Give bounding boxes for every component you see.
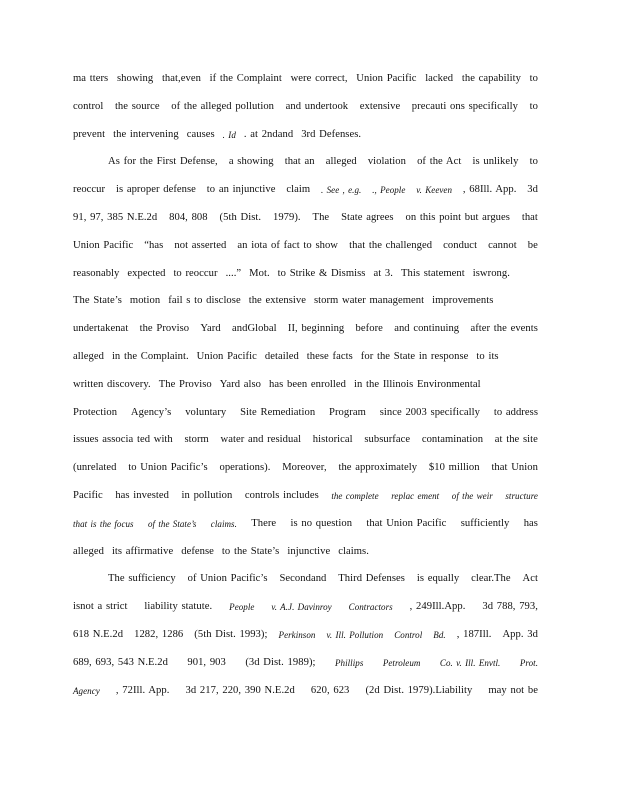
text-segment: reoccur: [73, 184, 106, 196]
italic-text-segment: v. A.J. Davinroy: [271, 602, 332, 613]
text-segment: , 249Ill.App.: [409, 601, 466, 613]
text-segment: reasonably: [73, 267, 120, 279]
text-line: [73, 486, 538, 514]
text-line: [73, 514, 538, 542]
text-segment: since 2003 specifically: [379, 406, 480, 418]
text-segment: 620, 623: [310, 684, 350, 696]
text-segment: were correct,: [290, 73, 348, 84]
italic-text-segment: Phillips: [334, 657, 364, 668]
italic-text-segment: ., People: [372, 185, 406, 196]
text-line: [73, 125, 538, 153]
text-segment: , 187Ill.: [456, 628, 492, 640]
text-segment: sufficiently: [460, 517, 510, 529]
text-segment: injunctive: [287, 545, 331, 557]
text-segment: 618 N.E.2d: [73, 628, 124, 640]
italic-text-segment: that is the focus: [73, 518, 134, 529]
text-segment: (unrelated: [73, 462, 117, 474]
text-segment: conduct: [443, 239, 478, 251]
text-segment: (2d Dist. 1979).Liability: [365, 684, 473, 696]
text-line: [73, 375, 538, 403]
text-segment: not asserted: [174, 239, 227, 251]
text-line: [73, 681, 538, 709]
italic-text-segment: replac ement: [391, 490, 440, 501]
text-segment: the capability: [461, 73, 521, 84]
text-segment: Act: [522, 573, 538, 585]
text-segment: that the challenged: [349, 239, 433, 251]
text-segment: to: [529, 100, 538, 112]
text-segment: Yard: [200, 323, 221, 335]
text-segment: defense: [181, 545, 214, 557]
text-segment: is unlikely: [472, 156, 519, 168]
text-segment: to the State’s: [221, 545, 280, 557]
text-segment: Mot.: [249, 267, 270, 279]
text-segment: be: [527, 239, 538, 251]
text-segment: written discovery.: [73, 378, 151, 390]
text-line: [73, 653, 538, 681]
text-segment: (5th Dist. 1993);: [194, 628, 268, 640]
text-segment: storm water management: [313, 295, 425, 307]
text-segment: 1282, 1286: [134, 628, 184, 640]
text-line: [73, 180, 538, 208]
italic-text-segment: v. Ill. Pollution: [326, 629, 384, 640]
text-segment: may not be: [488, 684, 538, 696]
text-segment: , 72Ill. App.: [115, 684, 170, 696]
text-segment: is no question: [290, 517, 353, 529]
text-segment: isnot a strict: [73, 601, 128, 613]
text-segment: violation: [367, 156, 406, 168]
text-segment: the intervening: [113, 128, 179, 140]
text-segment: 804, 808: [169, 211, 208, 223]
text-segment: storm: [184, 434, 209, 446]
text-segment: (3d Dist. 1989);: [245, 656, 316, 668]
text-segment: to Union Pacific’s: [128, 462, 208, 474]
text-segment: has: [523, 517, 538, 529]
text-segment: Secondand: [279, 573, 327, 585]
text-segment: of Union Pacific’s: [187, 573, 268, 585]
text-line: [73, 69, 538, 97]
text-segment: is aproper defense: [115, 184, 196, 196]
text-segment: at 3.: [373, 267, 393, 279]
italic-text-segment: Prot.: [519, 657, 538, 668]
text-segment: claims.: [338, 545, 369, 557]
text-segment: that Union Pacific: [366, 517, 447, 529]
italic-text-segment: People: [229, 602, 255, 613]
text-line: [73, 625, 538, 653]
italic-text-segment: . See , e.g.: [321, 185, 362, 196]
text-segment: $10 million: [428, 462, 480, 474]
text-segment: alleged: [73, 350, 104, 362]
text-segment: II, beginning: [287, 323, 345, 335]
italic-text-segment: Agency: [73, 685, 100, 696]
text-segment: the extensive: [248, 295, 306, 307]
text-segment: Site Remediation: [240, 406, 316, 418]
text-segment: This statement: [400, 267, 465, 279]
text-segment: The: [312, 211, 330, 223]
text-segment: liability statute.: [144, 601, 213, 613]
text-segment: control: [73, 100, 104, 112]
text-segment: State agrees: [341, 211, 394, 223]
text-segment: Program: [329, 406, 366, 418]
text-line: [73, 264, 538, 292]
text-segment: the source: [114, 100, 160, 112]
text-segment: Pacific: [73, 489, 103, 501]
text-segment: (5th Dist.: [219, 211, 262, 223]
text-segment: lacked: [425, 73, 454, 84]
text-segment: a showing: [228, 156, 274, 168]
text-segment: “has: [144, 239, 164, 251]
text-segment: to: [529, 156, 538, 168]
text-segment: improvements: [432, 295, 494, 307]
text-line: [73, 97, 538, 125]
text-segment: operations).: [219, 462, 271, 474]
text-segment: ....”: [225, 267, 242, 279]
text-segment: has invested: [115, 489, 169, 501]
text-segment: to an injunctive: [206, 184, 276, 196]
text-segment: that an: [284, 156, 315, 168]
italic-text-segment: v. Keeven: [416, 185, 453, 196]
text-line: [73, 152, 538, 180]
text-segment: 3d 217, 220, 390 N.E.2d: [185, 684, 295, 696]
text-segment: Union Pacific: [196, 350, 257, 362]
text-segment: ma tters: [73, 73, 109, 84]
text-segment: voluntary: [185, 406, 227, 418]
text-segment: of the alleged pollution: [171, 100, 275, 112]
text-segment: showing: [116, 73, 154, 84]
text-segment: has been enrolled: [269, 378, 347, 390]
text-segment: that,even: [161, 73, 201, 84]
italic-text-segment: claims.: [210, 518, 237, 529]
text-segment: controls includes: [244, 489, 319, 501]
text-segment: motion: [129, 295, 161, 307]
text-segment: to Strike & Dismiss: [277, 267, 366, 279]
text-segment: that Union: [491, 462, 538, 474]
text-segment: 3d: [527, 184, 538, 196]
italic-text-segment: Perkinson: [278, 629, 316, 640]
text-segment: . at 2ndand: [243, 128, 294, 140]
italic-text-segment: structure: [505, 490, 538, 501]
text-segment: The State’s: [73, 295, 122, 307]
text-segment: expected: [127, 267, 166, 279]
text-segment: clear.The: [471, 573, 511, 585]
text-line: [73, 291, 538, 319]
text-segment: , 68Ill. App.: [462, 184, 517, 196]
text-segment: fail s to disclose: [168, 295, 241, 307]
text-segment: 901, 903: [187, 656, 226, 668]
italic-text-segment: of the State’s: [147, 518, 197, 529]
italic-text-segment: Petroleum: [382, 657, 421, 668]
text-segment: Agency’s: [130, 406, 172, 418]
text-segment: on this point but argues: [405, 211, 510, 223]
text-segment: at the site: [494, 434, 538, 446]
text-segment: to: [529, 73, 538, 84]
text-segment: extensive: [359, 100, 401, 112]
text-segment: to its: [476, 350, 499, 362]
text-segment: an iota of fact to show: [237, 239, 339, 251]
italic-text-segment: Bd.: [433, 629, 446, 640]
text-segment: iswrong.: [472, 267, 510, 279]
text-segment: The sufficiency: [108, 573, 176, 585]
text-line: [73, 430, 538, 458]
text-segment: precauti ons specifically: [411, 100, 518, 112]
text-segment: and continuing: [394, 323, 460, 335]
text-segment: before: [355, 323, 383, 335]
text-line: [73, 403, 538, 431]
text-segment: alleged: [73, 545, 104, 557]
italic-text-segment: Contractors: [348, 602, 393, 613]
text-segment: Protection: [73, 406, 118, 418]
text-segment: cannot: [488, 239, 517, 251]
text-line: [73, 319, 538, 347]
italic-text-segment: Control: [394, 629, 423, 640]
text-line: [73, 597, 538, 625]
text-segment: claim: [286, 184, 311, 196]
text-segment: and undertook: [285, 100, 349, 112]
text-segment: to reoccur: [173, 267, 218, 279]
text-segment: if the Complaint: [209, 73, 282, 84]
text-segment: subsurface: [364, 434, 411, 446]
text-segment: detailed: [264, 350, 299, 362]
text-line: [73, 458, 538, 486]
text-segment: alleged: [325, 156, 357, 168]
text-line: [73, 569, 538, 597]
text-segment: historical: [312, 434, 353, 446]
body-text: [73, 69, 538, 708]
text-segment: 3rd Defenses.: [301, 128, 362, 140]
text-segment: The Proviso: [158, 378, 212, 390]
text-segment: issues associa ted with: [73, 434, 173, 446]
text-segment: 689, 693, 543 N.E.2d: [73, 656, 168, 668]
text-segment: in the Complaint.: [111, 350, 189, 362]
italic-text-segment: . Id: [222, 129, 236, 140]
text-segment: contamination: [421, 434, 484, 446]
text-segment: after the events: [470, 323, 538, 335]
text-segment: the Proviso: [139, 323, 190, 335]
italic-text-segment: of the weir: [451, 490, 493, 501]
text-segment: There: [251, 517, 277, 529]
italic-text-segment: the complete: [331, 490, 379, 501]
text-segment: the approximately: [338, 462, 418, 474]
text-line: [73, 208, 538, 236]
text-segment: is equally: [416, 573, 460, 585]
text-segment: in the Illinois Environmental: [354, 378, 481, 390]
text-line: [73, 236, 538, 264]
italic-text-segment: Co. v. Ill. Envtl.: [439, 657, 501, 668]
text-segment: App. 3d: [502, 628, 538, 640]
text-segment: 91, 97, 385 N.E.2d: [73, 211, 158, 223]
text-segment: that: [521, 211, 538, 223]
text-segment: Moreover,: [282, 462, 327, 474]
text-segment: andGlobal: [232, 323, 277, 335]
text-segment: As for the First Defense,: [108, 156, 218, 168]
text-segment: in pollution: [181, 489, 233, 501]
text-line: [73, 347, 538, 375]
text-segment: Union Pacific: [356, 73, 417, 84]
text-segment: to address: [493, 406, 538, 418]
text-segment: causes: [186, 128, 215, 140]
text-segment: 1979).: [272, 211, 301, 223]
text-segment: these facts: [306, 350, 353, 362]
text-segment: its affirmative: [111, 545, 174, 557]
text-segment: Third Defenses: [338, 573, 405, 585]
text-segment: 3d 788, 793,: [482, 601, 538, 613]
text-line: [73, 542, 538, 570]
text-segment: prevent: [73, 128, 106, 140]
text-segment: Union Pacific: [73, 239, 134, 251]
text-segment: of the Act: [417, 156, 462, 168]
text-segment: Yard also: [219, 378, 262, 390]
text-segment: water and residual: [220, 434, 302, 446]
text-segment: undertakenat: [73, 323, 129, 335]
text-segment: for the State in response: [360, 350, 469, 362]
